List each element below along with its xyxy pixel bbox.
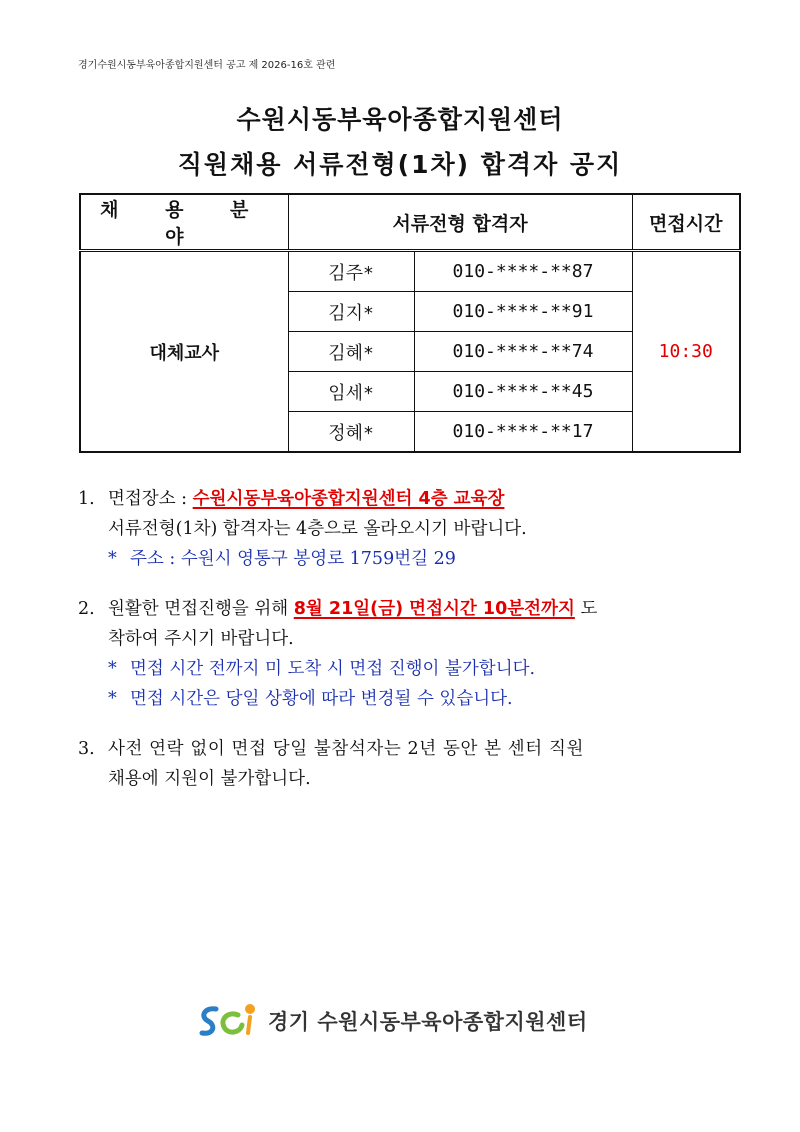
asterisk-marker: * [108,689,117,709]
arrival-deadline: 8월 21일(금) 면접시간 10분전까지 [293,599,575,619]
note-item-3 [78,734,728,794]
notes-section [78,484,728,814]
center-logo-icon [198,999,260,1043]
field-cell: 대체교사 [80,251,288,453]
table-row [80,251,740,292]
page-subtitle: 직원채용 서류전형(1차) 합격자 공지 [177,150,623,179]
note-line: 채용에 지원이 불가합니다. [108,769,311,789]
address-text: 주소 : 수원시 영통구 봉영로 1759번길 29 [130,549,456,569]
schedule-change-note [108,684,728,714]
passer-name: 김지* [288,292,414,332]
note-text: 도 [574,599,598,619]
table-header-row [80,194,740,251]
notice-reference: 경기수원시동부육아종합지원센터 공고 제 2026-16호 관련 [78,60,336,71]
note-item-1 [78,484,728,574]
passer-name: 김주* [288,251,414,292]
note-number: 3. [78,739,95,759]
passer-name: 김혜* [288,332,414,372]
header-interview-time: 면접시간 [632,194,740,251]
note-number: 1. [78,489,95,509]
note-text: 면접 시간 전까지 미 도착 시 면접 진행이 불가합니다. [130,659,536,679]
asterisk-marker: * [108,549,117,569]
interview-time-cell: 10:30 [632,251,740,453]
passer-phone: 010-****-**91 [414,292,632,332]
footer-org-name: 경기 수원시동부육아종합지원센터 [268,1010,588,1034]
note-text: 면접 시간은 당일 상황에 따라 변경될 수 있습니다. [130,689,513,709]
asterisk-marker: * [108,659,117,679]
passer-name: 정혜* [288,412,414,453]
note-line [108,594,728,624]
interview-location-label: 면접장소 : [108,489,193,509]
passer-phone: 010-****-**17 [414,412,632,453]
passer-phone: 010-****-**45 [414,372,632,412]
passer-phone: 010-****-**87 [414,251,632,292]
header-passers: 서류전형 합격자 [288,194,632,251]
late-arrival-note [108,654,728,684]
note-text: 원활한 면접진행을 위해 [108,599,294,619]
note-line: 착하여 주시기 바랍니다. [108,629,294,649]
page-title: 수원시동부육아종합지원센터 [236,105,564,134]
address-note [108,544,728,574]
footer [198,998,588,1044]
interview-location: 수원시동부육아종합지원센터 4층 교육장 [192,489,505,509]
note-item-2 [78,594,728,714]
header-field: 채 용 분 야 [80,194,288,251]
passer-name: 임세* [288,372,414,412]
note-line [108,484,728,514]
note-number: 2. [78,599,95,619]
result-table [79,193,741,453]
note-line: 사전 연락 없이 면접 당일 불참석자는 2년 동안 본 센터 직원 [108,739,584,759]
passer-phone: 010-****-**74 [414,332,632,372]
note-line: 서류전형(1차) 합격자는 4층으로 올라오시기 바랍니다. [108,519,527,539]
